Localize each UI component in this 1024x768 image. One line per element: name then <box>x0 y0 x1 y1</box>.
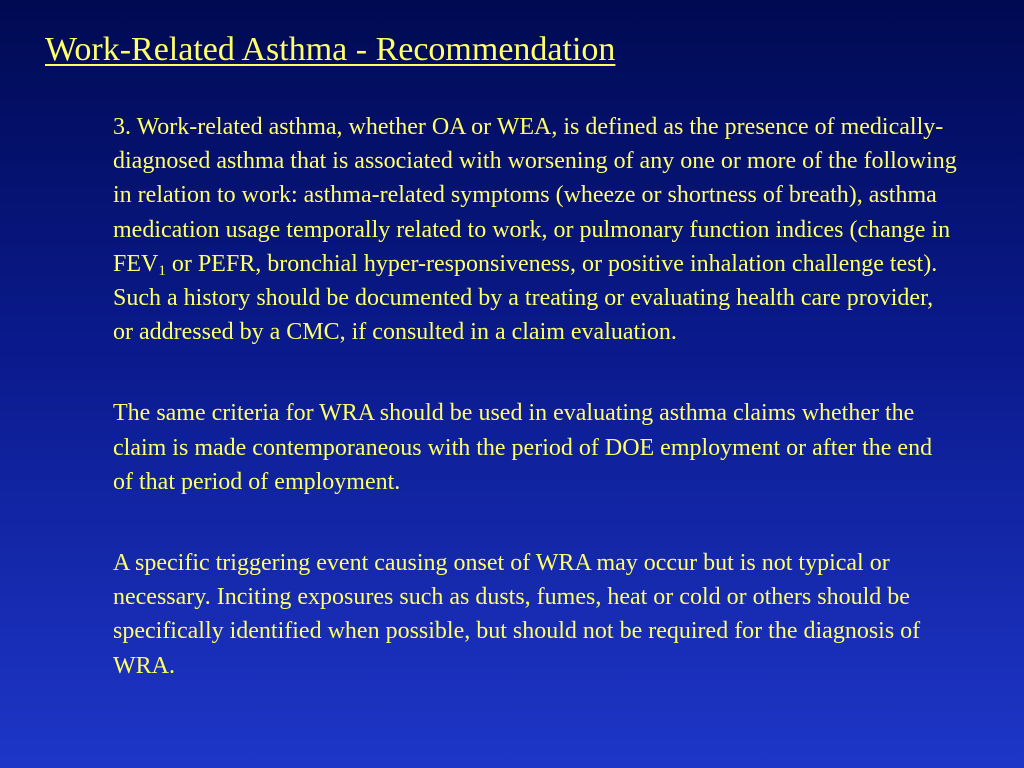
slide-body <box>113 110 963 683</box>
paragraph-definition-text-end: or PEFR, bronchial hyper-responsiveness, or positive inhalation challenge test). Such a history should be documented by a treating or evaluating health care provider, or addressed by a CMC, if consulted in a claim evaluation. <box>113 250 938 346</box>
paragraph-definition-text-start: 3. Work-related asthma, whether OA or WEA, is defined as the presence of medically-diagnosed asthma that is associated with worsening of any one or more of the following in relation to work: asthma-related symptoms (wheeze or shortness of breath), asthma medication usage temporally related to work, or pulmonary function indices (change in FEV <box>113 114 957 277</box>
paragraph-definition <box>113 110 958 349</box>
slide-title: Work-Related Asthma - Recommendation <box>45 31 616 68</box>
paragraph-triggering-event: A specific triggering event causing onset of WRA may occur but is not typical or necessary. Inciting exposures such as dusts, fumes, heat or cold or others should be specifically identified when possible, but should not be required for the diagnosis of WRA. <box>113 550 921 679</box>
paragraph-criteria: The same criteria for WRA should be used in evaluating asthma claims whether the claim is made contemporaneous with the period of DOE employment or after the end of that period of employment. <box>113 400 933 495</box>
fev-subscript: 1 <box>158 262 166 279</box>
